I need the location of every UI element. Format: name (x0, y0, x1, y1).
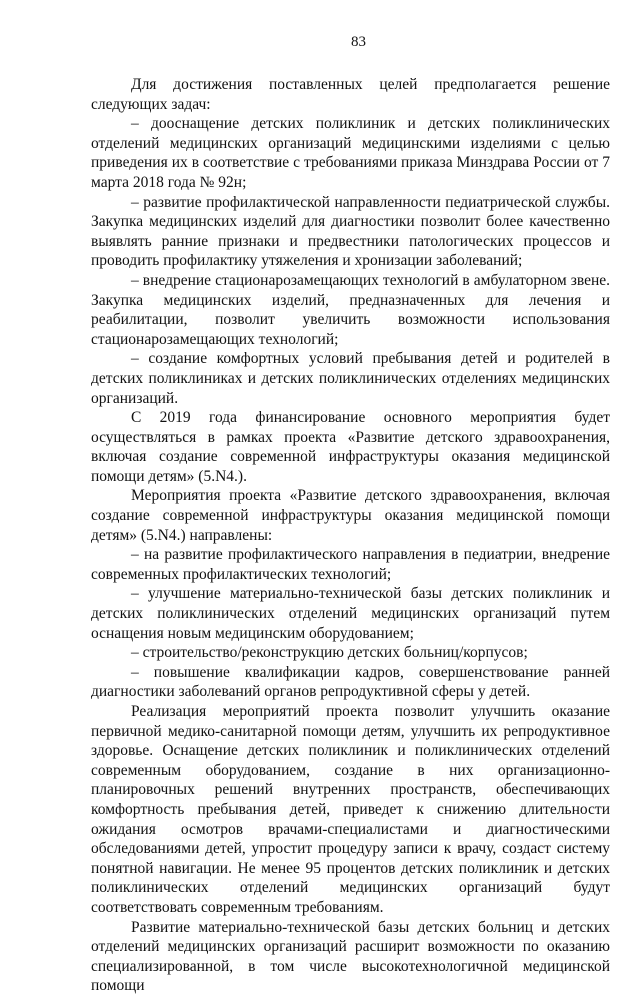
paragraph-measure-equipment: – улучшение материально-технической базы детских поликлиник и детских поликлинических отделений медицинских организаций путем оснащения новым медицинским оборудованием; (91, 585, 610, 642)
paragraph-implementation: Реализация мероприятий проекта позволит улучшить оказание первичной медико-санитарной помощи детям, улучшить их репродуктивное здоровье. Оснащение детских поликлиник и поликлинических отделений современным оборудованием, создание в них организационно-планировочных решений внутренних пространств, обеспечивающих комфортность пребывания детей, приведет к снижению длительности ожидания осмотров врачами-специалистами и диагностическими обследованиями детей, упростит процедуру записи к врачу, создаст систему понятной навигации. Не менее 95 процентов детских поликлиник и детских поликлинических отделений медицинских организаций будут соответствовать современным требованиям. (91, 703, 610, 916)
paragraph-project-measures: Мероприятия проекта «Развитие детского здравоохранения, включая создание современной инфраструктуры оказания медицинской помощи детям» (5.N4.) направлены: (91, 487, 610, 544)
paragraph-measure-qualification: – повышение квалификации кадров, совершенствование ранней диагностики заболеваний органов репродуктивной сферы у детей. (91, 663, 610, 701)
paragraph-measure-prevention: – на развитие профилактического направления в педиатрии, внедрение современных профилактических технологий; (91, 546, 610, 583)
paragraph-task-prevention: – развитие профилактической направленности педиатрической службы. Закупка медицинских изделий для диагностики позволит более качественно выявлять ранние признаки и предвестники патологических процессов и проводить профилактику утяжеления и хронизации заболеваний; (91, 193, 610, 270)
page-number: 83 (351, 34, 366, 50)
paragraph-measure-construction: – строительство/реконструкцию детских больниц/корпусов; (131, 644, 528, 662)
paragraph-hospital-development: Развитие материально-технической базы детских больниц и детских отделений медицинских организаций расширит возможности по оказанию специализированной, в том числе высокотехнологичной медицинской помощи (91, 918, 610, 995)
paragraph-task-outpatient: – внедрение стационарозамещающих технологий в амбулаторном звене. Закупка медицинских изделий, предназначенных для лечения и реабилитации, позволит увеличить возможности использования стационарозамещающих технологий; (91, 271, 610, 348)
paragraph-intro: Для достижения поставленных целей предполагается решение следующих задач: (91, 76, 610, 113)
paragraph-funding: С 2019 года финансирование основного мероприятия будет осуществляться в рамках проекта «Развитие детского здравоохранения, включая создание современной инфраструктуры оказания медицинской помощи детям» (5.N4.). (91, 409, 610, 485)
paragraph-task-equipment: – дооснащение детских поликлиник и детских поликлинических отделений медицинских организаций медицинскими изделиями с целью приведения их в соответствие с требованиями приказа Минздрава России от 7 марта 2018 года № 92н; (91, 115, 610, 191)
paragraph-task-comfort: – создание комфортных условий пребывания детей и родителей в детских поликлиниках и детских поликлинических отделениях медицинских организаций. (91, 350, 610, 407)
